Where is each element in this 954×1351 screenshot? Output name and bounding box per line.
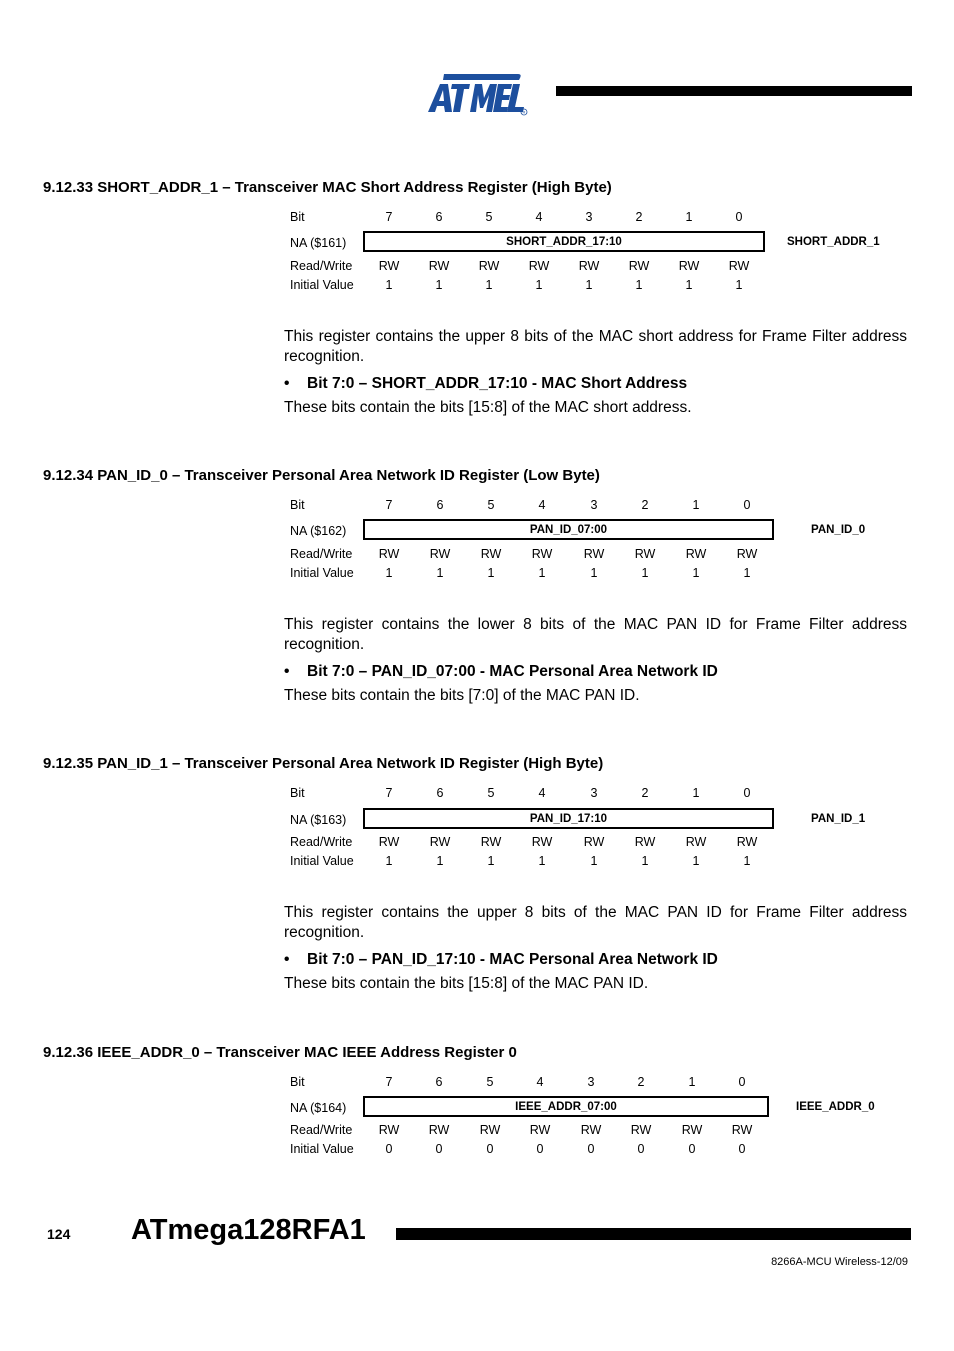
register-description: This register contains the upper 8 bits of the MAC short address for Frame Filter address recognition. xyxy=(284,328,907,365)
rw-value: RW xyxy=(630,1123,652,1137)
product-title: ATmega128RFA1 xyxy=(131,1214,366,1246)
bit-number: 4 xyxy=(535,210,543,224)
bit-number: 4 xyxy=(536,1075,544,1089)
rw-value: RW xyxy=(428,259,450,273)
rw-value: RW xyxy=(580,1123,602,1137)
svg-text:R: R xyxy=(522,109,526,115)
header-rule xyxy=(556,86,912,96)
initial-value: 1 xyxy=(692,566,700,580)
initial-value: 1 xyxy=(641,854,649,868)
initial-value: 1 xyxy=(487,854,495,868)
bit-field-heading xyxy=(284,663,718,681)
section-title: 9.12.33 SHORT_ADDR_1 – Transceiver MAC Short Address Register (High Byte) xyxy=(43,179,612,196)
bullet-glyph: • xyxy=(284,663,290,680)
initial-value: 1 xyxy=(385,278,393,292)
bit-row-label: Bit xyxy=(290,786,305,800)
rw-value: RW xyxy=(428,1123,450,1137)
atmel-logo xyxy=(426,68,530,116)
rw-value: RW xyxy=(378,259,400,273)
register-name: PAN_ID_0 xyxy=(811,524,866,536)
bit-number: 6 xyxy=(435,210,443,224)
bit-number: 1 xyxy=(685,210,693,224)
initial-row-label: Initial Value xyxy=(290,566,354,580)
initial-row-label: Initial Value xyxy=(290,854,354,868)
rw-value: RW xyxy=(736,547,758,561)
initial-value: 0 xyxy=(536,1142,544,1156)
register-field-box: PAN_ID_17:10 xyxy=(363,808,774,829)
register-name: IEEE_ADDR_0 xyxy=(796,1101,875,1113)
rw-value: RW xyxy=(678,259,700,273)
bit-row-label: Bit xyxy=(290,210,305,224)
initial-value: 1 xyxy=(590,854,598,868)
bit-field-heading-text: Bit 7:0 – PAN_ID_17:10 - MAC Personal Area Network ID xyxy=(307,951,718,968)
bit-number: 1 xyxy=(692,786,700,800)
bit-number: 7 xyxy=(385,498,393,512)
rw-value: RW xyxy=(478,259,500,273)
initial-value: 1 xyxy=(485,278,493,292)
address-label: NA ($162) xyxy=(290,524,347,538)
initial-value: 1 xyxy=(436,854,444,868)
bit-row-label: Bit xyxy=(290,1075,305,1089)
bit-number: 3 xyxy=(590,786,598,800)
rw-value: RW xyxy=(583,547,605,561)
address-label: NA ($164) xyxy=(290,1101,347,1115)
initial-value: 1 xyxy=(436,566,444,580)
bit-field-heading xyxy=(284,375,687,393)
initial-value: 0 xyxy=(587,1142,595,1156)
initial-value: 1 xyxy=(685,278,693,292)
section-title: 9.12.35 PAN_ID_1 – Transceiver Personal Area Network ID Register (High Byte) xyxy=(43,755,604,772)
bit-number: 0 xyxy=(743,498,751,512)
initial-value: 0 xyxy=(385,1142,393,1156)
rw-value: RW xyxy=(378,1123,400,1137)
initial-value: 1 xyxy=(487,566,495,580)
initial-value: 1 xyxy=(538,566,546,580)
register-table xyxy=(0,210,954,320)
bit-number: 5 xyxy=(487,498,495,512)
rw-value: RW xyxy=(429,835,451,849)
bit-number: 3 xyxy=(587,1075,595,1089)
rw-value: RW xyxy=(685,547,707,561)
register-field-box: SHORT_ADDR_17:10 xyxy=(363,231,765,252)
initial-value: 1 xyxy=(590,566,598,580)
initial-value: 0 xyxy=(738,1142,746,1156)
rw-value: RW xyxy=(681,1123,703,1137)
register-field-box: IEEE_ADDR_07:00 xyxy=(363,1096,769,1117)
bit-number: 3 xyxy=(590,498,598,512)
rw-row-label: Read/Write xyxy=(290,835,353,849)
rw-value: RW xyxy=(378,835,400,849)
rw-value: RW xyxy=(479,1123,501,1137)
bit-number: 6 xyxy=(435,1075,443,1089)
register-field-box: PAN_ID_07:00 xyxy=(363,519,774,540)
initial-row-label: Initial Value xyxy=(290,278,354,292)
bullet-glyph: • xyxy=(284,951,290,968)
rw-value: RW xyxy=(583,835,605,849)
bit-number: 1 xyxy=(692,498,700,512)
rw-value: RW xyxy=(628,259,650,273)
bit-number: 4 xyxy=(538,498,546,512)
rw-value: RW xyxy=(634,835,656,849)
bit-number: 6 xyxy=(436,786,444,800)
bit-number: 5 xyxy=(486,1075,494,1089)
rw-value: RW xyxy=(480,835,502,849)
rw-value: RW xyxy=(736,835,758,849)
bit-number: 2 xyxy=(641,786,649,800)
register-description: This register contains the lower 8 bits of the MAC PAN ID for Frame Filter address recognition. xyxy=(284,616,907,653)
bit-number: 5 xyxy=(487,786,495,800)
bullet-glyph: • xyxy=(284,375,290,392)
initial-value: 0 xyxy=(435,1142,443,1156)
bit-number: 2 xyxy=(641,498,649,512)
bit-number: 0 xyxy=(743,786,751,800)
initial-value: 1 xyxy=(692,854,700,868)
bit-number: 1 xyxy=(688,1075,696,1089)
initial-value: 1 xyxy=(538,854,546,868)
page-number: 124 xyxy=(47,1226,71,1242)
rw-value: RW xyxy=(731,1123,753,1137)
bit-field-description: These bits contain the bits [7:0] of the MAC PAN ID. xyxy=(284,687,640,704)
register-table xyxy=(0,498,954,608)
register-description: This register contains the upper 8 bits of the MAC PAN ID for Frame Filter address recognition. xyxy=(284,904,907,941)
bit-number: 2 xyxy=(635,210,643,224)
initial-value: 1 xyxy=(743,566,751,580)
bit-number: 4 xyxy=(538,786,546,800)
address-label: NA ($163) xyxy=(290,813,347,827)
register-name: PAN_ID_1 xyxy=(811,813,866,825)
bit-number: 2 xyxy=(637,1075,645,1089)
rw-value: RW xyxy=(480,547,502,561)
initial-value: 0 xyxy=(688,1142,696,1156)
bit-row-label: Bit xyxy=(290,498,305,512)
initial-value: 1 xyxy=(385,854,393,868)
rw-value: RW xyxy=(634,547,656,561)
bit-field-heading xyxy=(284,951,718,969)
bit-field-description: These bits contain the bits [15:8] of the MAC PAN ID. xyxy=(284,975,649,992)
bit-field-heading-text: Bit 7:0 – SHORT_ADDR_17:10 - MAC Short Address xyxy=(307,375,688,392)
rw-value: RW xyxy=(728,259,750,273)
initial-value: 1 xyxy=(385,566,393,580)
rw-value: RW xyxy=(531,547,553,561)
rw-value: RW xyxy=(429,547,451,561)
rw-row-label: Read/Write xyxy=(290,547,353,561)
bit-number: 7 xyxy=(385,786,393,800)
rw-value: RW xyxy=(685,835,707,849)
section-title: 9.12.36 IEEE_ADDR_0 – Transceiver MAC IEEE Address Register 0 xyxy=(43,1044,517,1061)
initial-value: 0 xyxy=(486,1142,494,1156)
bit-number: 0 xyxy=(735,210,743,224)
rw-value: RW xyxy=(378,547,400,561)
register-name: SHORT_ADDR_1 xyxy=(787,236,880,248)
initial-value: 1 xyxy=(435,278,443,292)
rw-value: RW xyxy=(578,259,600,273)
register-table xyxy=(0,1075,954,1185)
bit-number: 7 xyxy=(385,1075,393,1089)
rw-value: RW xyxy=(528,259,550,273)
bit-field-description: These bits contain the bits [15:8] of the MAC short address. xyxy=(284,399,692,416)
bit-number: 7 xyxy=(385,210,393,224)
bit-number: 3 xyxy=(585,210,593,224)
initial-value: 1 xyxy=(743,854,751,868)
initial-value: 1 xyxy=(635,278,643,292)
initial-value: 1 xyxy=(585,278,593,292)
address-label: NA ($161) xyxy=(290,236,347,250)
rw-value: RW xyxy=(531,835,553,849)
initial-value: 1 xyxy=(641,566,649,580)
bit-field-heading-text: Bit 7:0 – PAN_ID_07:00 - MAC Personal Area Network ID xyxy=(307,663,718,680)
bit-number: 5 xyxy=(485,210,493,224)
rw-row-label: Read/Write xyxy=(290,259,353,273)
initial-row-label: Initial Value xyxy=(290,1142,354,1156)
bit-number: 6 xyxy=(436,498,444,512)
document-id: 8266A-MCU Wireless-12/09 xyxy=(771,1256,908,1268)
register-table xyxy=(0,786,954,896)
initial-value: 0 xyxy=(637,1142,645,1156)
bit-number: 0 xyxy=(738,1075,746,1089)
rw-row-label: Read/Write xyxy=(290,1123,353,1137)
footer-rule xyxy=(396,1228,911,1240)
rw-value: RW xyxy=(529,1123,551,1137)
section-title: 9.12.34 PAN_ID_0 – Transceiver Personal Area Network ID Register (Low Byte) xyxy=(43,467,600,484)
initial-value: 1 xyxy=(535,278,543,292)
initial-value: 1 xyxy=(735,278,743,292)
